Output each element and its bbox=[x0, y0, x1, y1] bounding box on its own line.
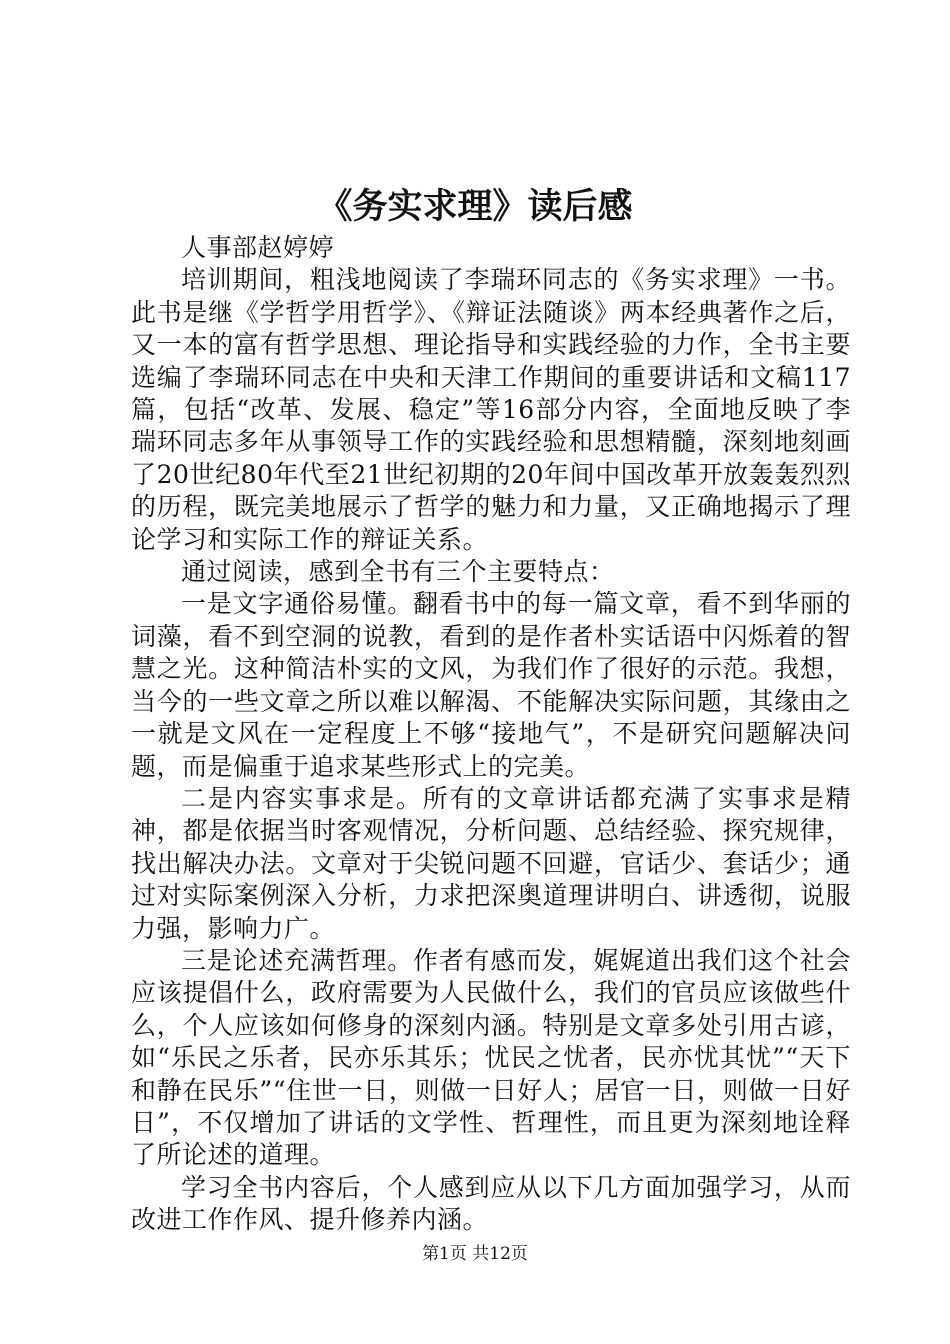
paragraph-intro: 培训期间，粗浅地阅读了李瑞环同志的《务实求理》一书。此书是继《学哲学用哲学》、《辩证法随谈》两本经典著作之后，又一本的富有哲学思想、理论指导和实践经验的力作，全书主要选编了李瑞环同志在中央和天津工作期间的重要讲话和文稿117篇，包括“改革、发展、稳定”等16部分内容，全面地反映了李瑞环同志多年从事领导工作的实践经验和思想精髓，深刻地刻画了20世纪80年代至21世纪初期的20年间中国改革开放轰轰烈烈的历程，既完美地展示了哲学的魅力和力量，又正确地揭示了理论学习和实际工作的辩证关系。 bbox=[131, 265, 851, 554]
paragraph-feature-two: 二是内容实事求是。所有的文章讲话都充满了实事求是精神，都是依据当时客观情况，分析问题、总结经验、探究规律，找出解决办法。文章对于尖锐问题不回避，官话少、套话少；通过对实际案例深入分析，力求把深奥道理讲明白、讲透彻，说服力强，影响力广。 bbox=[131, 783, 851, 943]
document-body bbox=[131, 232, 851, 1237]
author-line: 人事部赵婷婷 bbox=[181, 233, 335, 262]
page-number-footer: 第1页 共12页 bbox=[422, 1244, 528, 1264]
paragraph-feature-three: 三是论述充满哲理。作者有感而发，娓娓道出我们这个社会应该提倡什么，政府需要为人民做什么，我们的官员应该做些什么，个人应该如何修身的深刻内涵。特别是文章多处引用古谚，如“乐民之乐者，民亦乐其乐；忧民之忧者，民亦忧其忧”“天下和静在民乐”“住世一日，则做一日好人；居官一日，则做一日好日”，不仅增加了讲话的文学性、哲理性，而且更为深刻地诠释了所论述的道理。 bbox=[131, 945, 851, 1170]
paragraph-feature-one: 一是文字通俗易懂。翻看书中的每一篇文章，看不到华丽的词藻，看不到空洞的说教，看到的是作者朴实话语中闪烁着的智慧之光。这种简洁朴实的文风，为我们作了很好的示范。我想，当今的一些文章之所以难以解渴、不能解决实际问题，其缘由之一就是文风在一定程度上不够“接地气”，不是研究问题解决问题，而是偏重于追求某些形式上的完美。 bbox=[131, 589, 851, 781]
paragraph-conclusion: 学习全书内容后，个人感到应从以下几方面加强学习，从而改进工作作风、提升修养内涵。 bbox=[131, 1172, 851, 1235]
paragraph-features-lead: 通过阅读，感到全书有三个主要特点： bbox=[181, 557, 615, 587]
document-title: 《务实求理》读后感 bbox=[317, 186, 633, 227]
